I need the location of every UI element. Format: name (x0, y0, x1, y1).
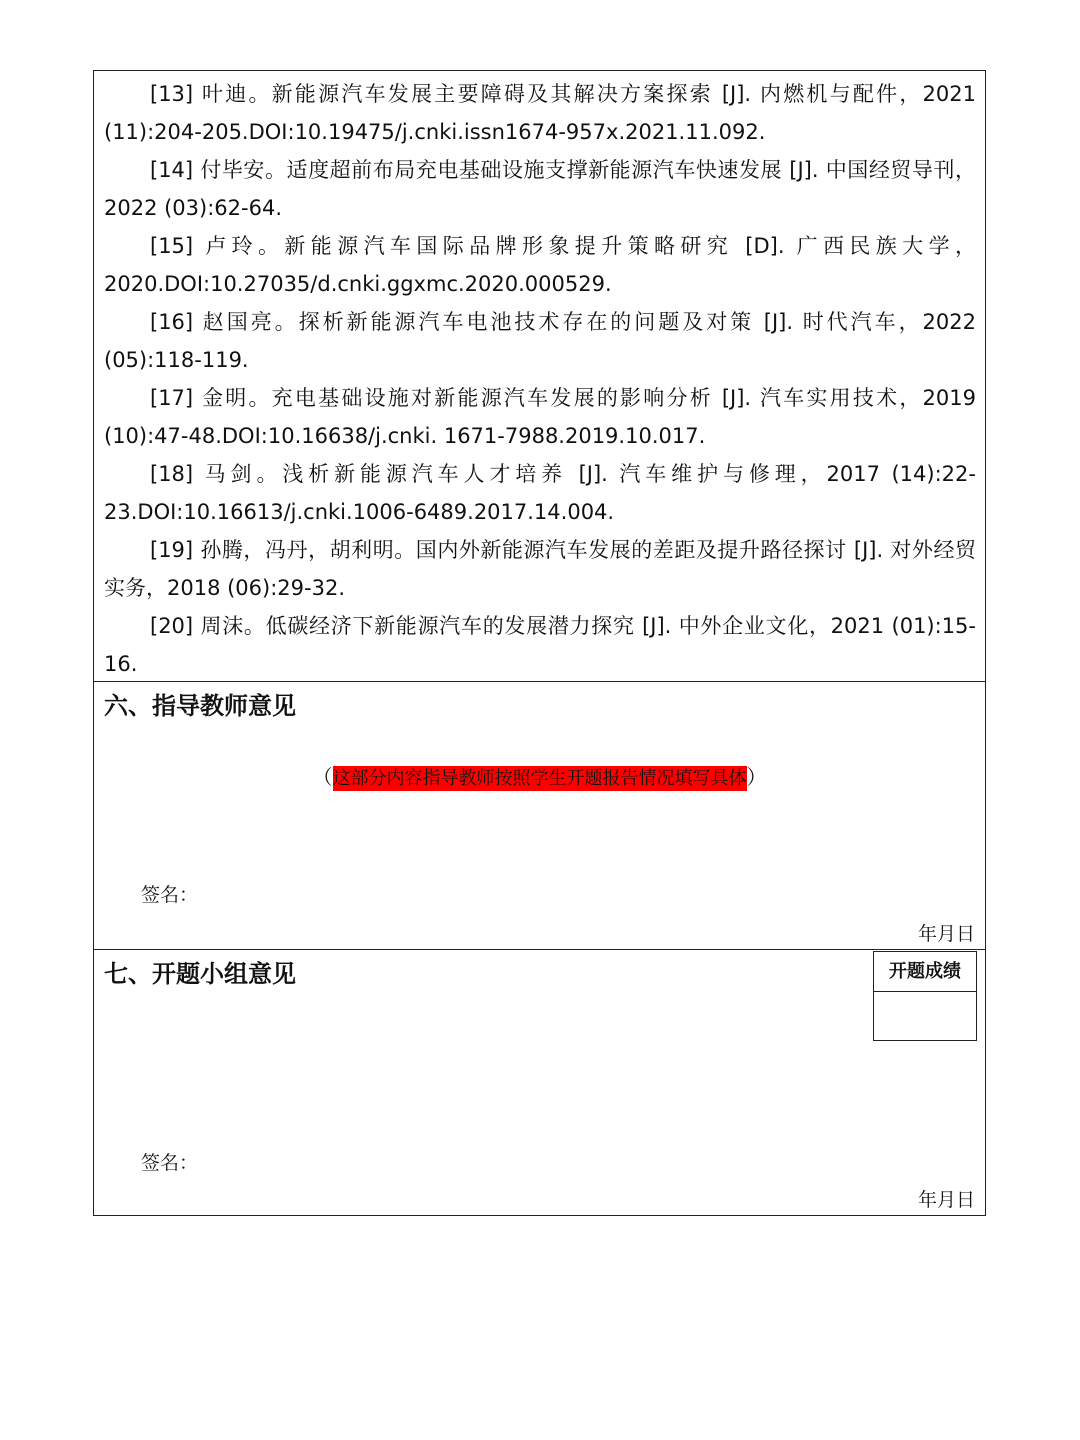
note-open-paren: （ (312, 765, 333, 789)
reference-item (104, 303, 976, 379)
reference-item (104, 607, 976, 683)
reference-item (104, 379, 976, 455)
reference-number: [18] (150, 462, 194, 486)
group-opinion-section (94, 950, 985, 1215)
references-section (94, 71, 985, 682)
reference-item (104, 455, 976, 531)
reference-item (104, 151, 976, 227)
reference-number: [15] (150, 234, 194, 258)
report-form-table (93, 70, 986, 1216)
reference-text: 赵国亮。探析新能源汽车电池技术存在的问题及对策 [J]. 时代汽车，2022 (05):118-119. (104, 310, 976, 372)
grade-box (873, 951, 977, 1041)
reference-text: 马剑。浅析新能源汽车人才培养 [J]. 汽车维护与修理，2017 (14):22-23.DOI:10.16613/j.cnki.1006-6489.2017.14.004. (104, 462, 976, 524)
grade-label: 开题成绩 (874, 952, 976, 992)
reference-number: [19] (150, 538, 194, 562)
date-label: 年月日 (917, 923, 975, 945)
reference-text: 卢玲。新能源汽车国际品牌形象提升策略研究 [D]. 广西民族大学，2020.DOI:10.27035/d.cnki.ggxmc.2020.000529. (104, 234, 976, 296)
section-title: 六、指导教师意见 (104, 692, 296, 720)
reference-text: 周沫。低碳经济下新能源汽车的发展潜力探究 [J]. 中外企业文化，2021 (01):15-16. (104, 614, 976, 676)
date-label: 年月日 (917, 1189, 975, 1211)
reference-number: [17] (150, 386, 194, 410)
reference-number: [14] (150, 158, 194, 182)
instruction-note (94, 757, 985, 799)
signature-label: 签名： (141, 884, 199, 906)
advisor-opinion-section (94, 682, 985, 950)
reference-text: 叶迪。新能源汽车发展主要障碍及其解决方案探索 [J]. 内燃机与配件，2021 (11):204-205.DOI:10.19475/j.cnki.issn1674-957x.2021.11.092. (104, 82, 976, 144)
note-close-paren: ） (746, 765, 767, 789)
reference-text: 金明。充电基础设施对新能源汽车发展的影响分析 [J]. 汽车实用技术，2019 (10):47-48.DOI:10.16638/j.cnki. 1671-7988.2019.10.017. (104, 386, 976, 448)
grade-value-field[interactable] (874, 992, 976, 1040)
reference-text: 付毕安。适度超前布局充电基础设施支撑新能源汽车快速发展 [J]. 中国经贸导刊，2022 (03):62-64. (104, 158, 976, 220)
reference-item (104, 227, 976, 303)
reference-text: 孙腾，冯丹，胡利明。国内外新能源汽车发展的差距及提升路径探讨 [J]. 对外经贸实务，2018 (06):29-32. (104, 538, 976, 600)
reference-item (104, 531, 976, 607)
signature-label: 签名： (141, 1152, 199, 1174)
highlighted-instruction: 这部分内容指导教师按照学生开题报告情况填写具体 (332, 768, 747, 789)
reference-number: [16] (150, 310, 194, 334)
reference-number: [20] (150, 614, 194, 638)
reference-number: [13] (150, 82, 194, 106)
section-title: 七、开题小组意见 (104, 960, 296, 988)
reference-item (104, 75, 976, 151)
